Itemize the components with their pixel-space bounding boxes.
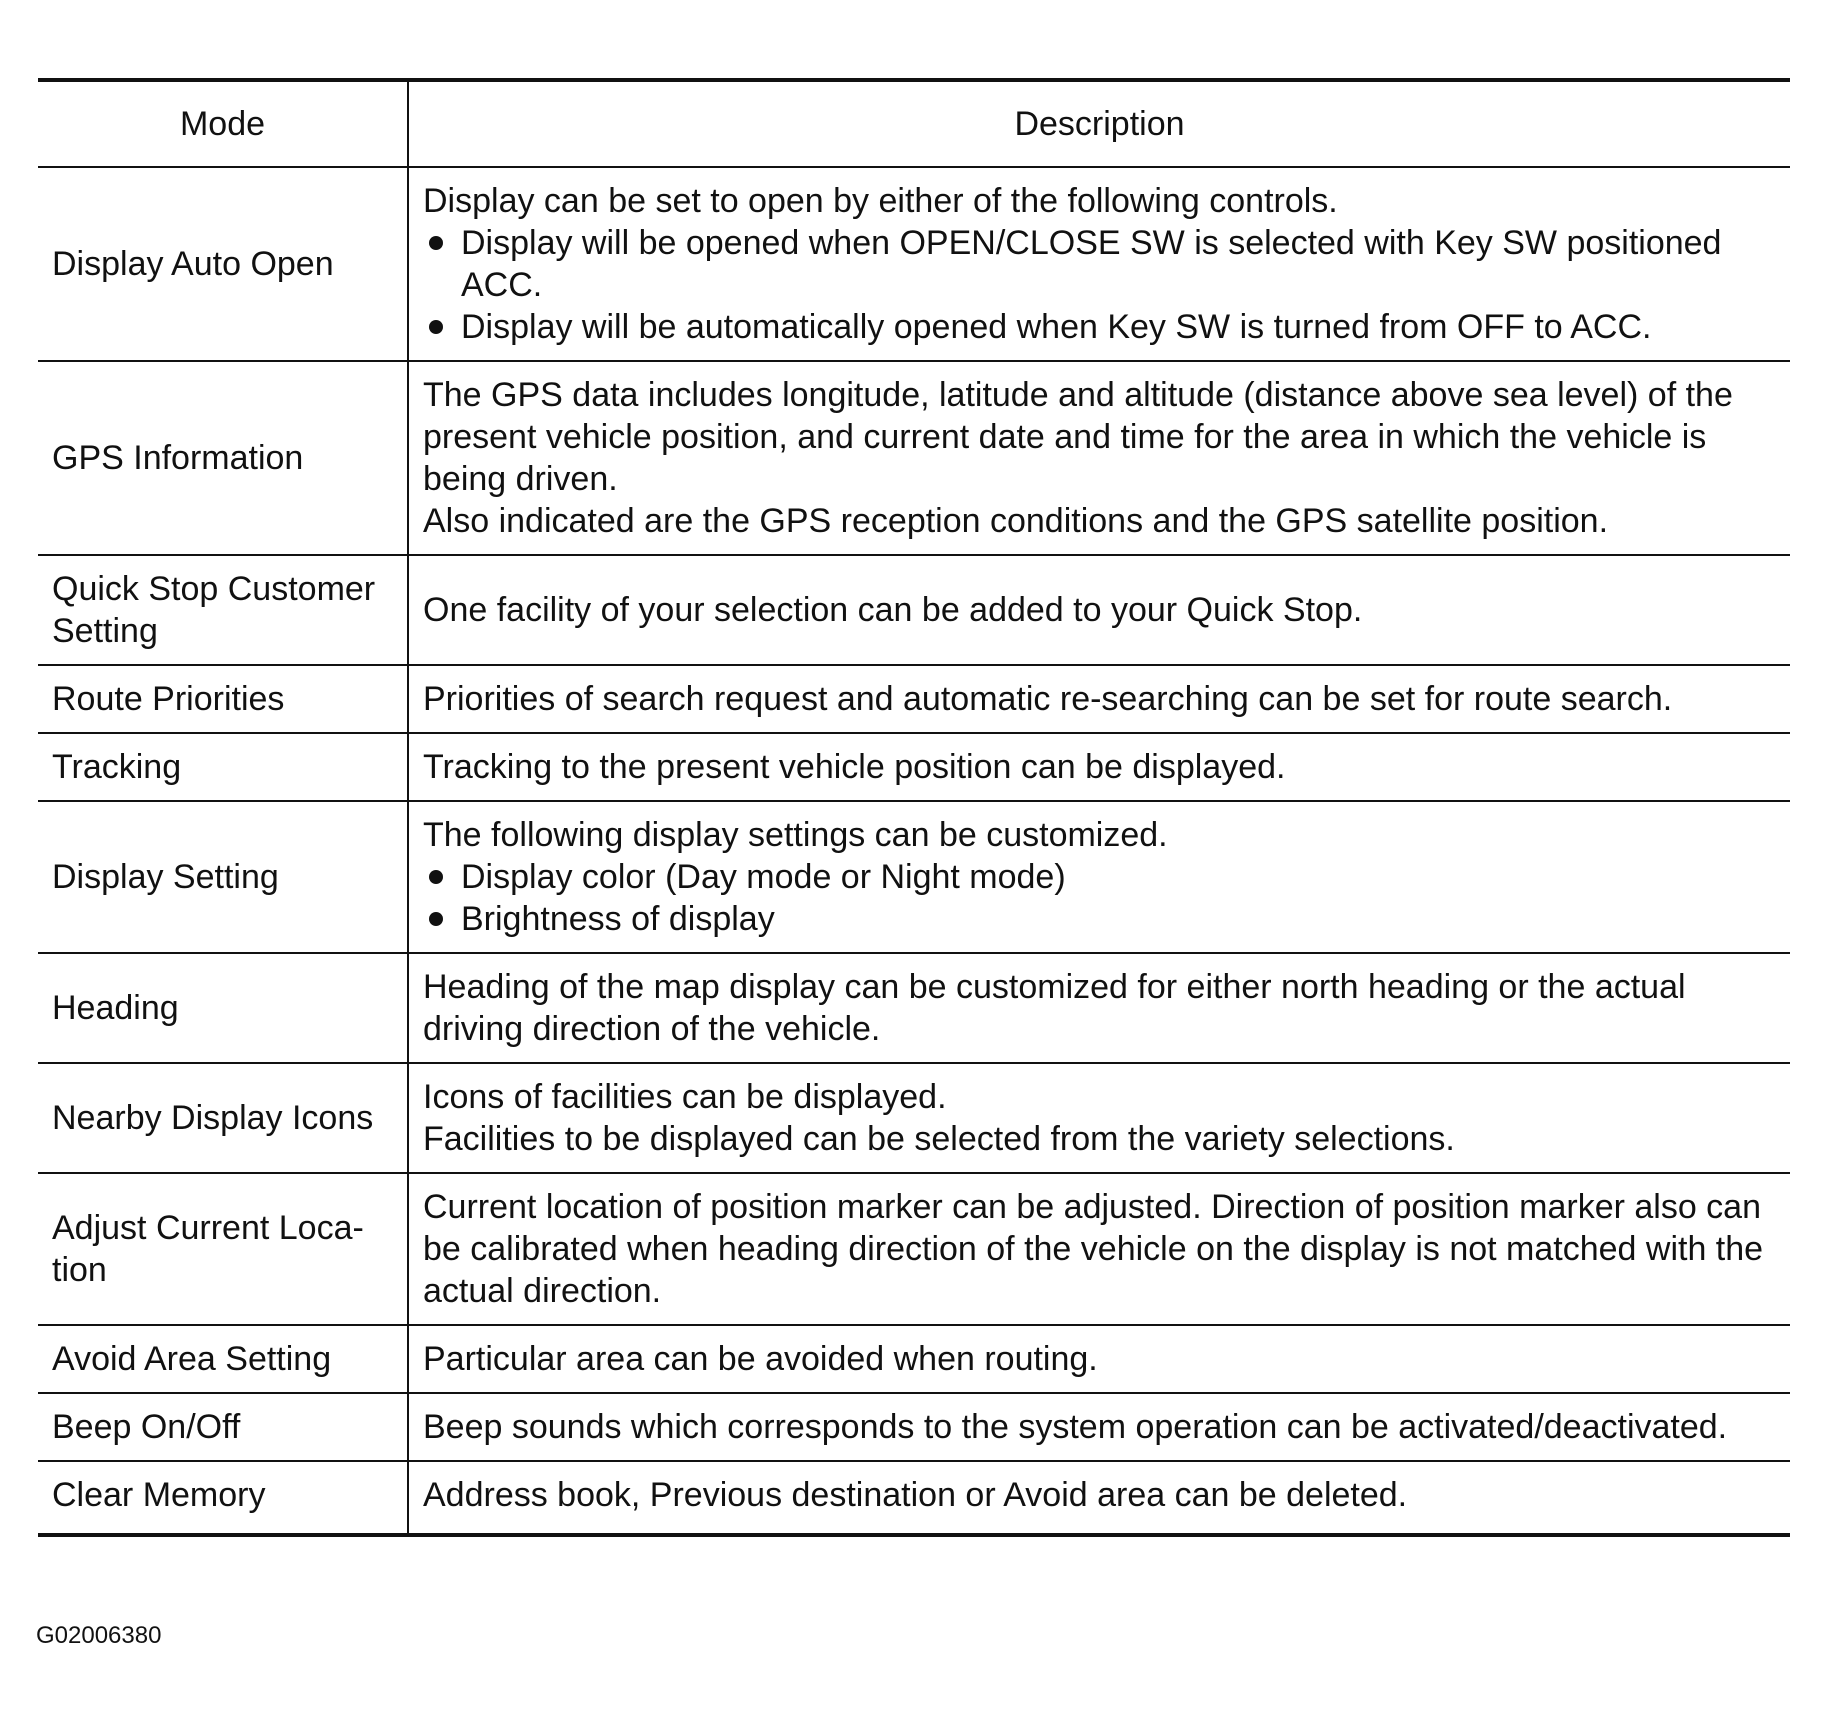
header-description: Description xyxy=(1014,105,1185,143)
mode-cell: Heading xyxy=(38,953,408,1063)
description-cell xyxy=(408,1063,1790,1173)
description-cell xyxy=(408,1393,1790,1461)
description-cell xyxy=(408,1173,1790,1325)
description-line: Also indicated are the GPS reception conditions and the GPS satellite position. xyxy=(423,502,1609,540)
description-line: One facility of your selection can be added to your Quick Stop. xyxy=(423,591,1363,629)
table-row xyxy=(38,953,1790,1063)
description-line: Current location of position marker can be adjusted. Direction of position marker also can be calibrated when heading direction of the vehicle on the display is not matched with the actual direction. xyxy=(423,1188,1764,1310)
mode-cell: Tracking xyxy=(38,733,408,801)
mode-cell: Avoid Area Setting xyxy=(38,1325,408,1393)
mode-cell: GPS Information xyxy=(38,361,408,555)
mode-cell: Clear Memory xyxy=(38,1461,408,1535)
mode-cell: Route Priorities xyxy=(38,665,408,733)
bullet-item: Display will be opened when OPEN/CLOSE SW is selected with Key SW positioned ACC. xyxy=(423,222,1782,306)
table-row xyxy=(38,733,1790,801)
table-row xyxy=(38,1393,1790,1461)
bullet-item: Display color (Day mode or Night mode) xyxy=(423,856,1782,898)
table-row xyxy=(38,1173,1790,1325)
description-line: The GPS data includes longitude, latitude and altitude (distance above sea level) of the present vehicle position, and current date and time for the area in which the vehicle is being driven. xyxy=(423,376,1733,498)
description-cell xyxy=(408,555,1790,665)
bullet-item: Brightness of display xyxy=(423,898,1782,940)
description-line: Facilities to be displayed can be selected from the variety selections. xyxy=(423,1120,1455,1158)
mode-cell: Display Auto Open xyxy=(38,167,408,361)
modes-table xyxy=(38,78,1790,1537)
table-body xyxy=(38,167,1790,1535)
header-mode: Mode xyxy=(38,80,408,167)
table-row xyxy=(38,167,1790,361)
table-row xyxy=(38,1063,1790,1173)
description-cell xyxy=(408,953,1790,1063)
figure-code: G02006380 xyxy=(36,1622,162,1649)
bullet-item: Display will be automatically opened when Key SW is turned from OFF to ACC. xyxy=(423,306,1782,348)
description-cell xyxy=(408,361,1790,555)
description-cell xyxy=(408,167,1790,361)
description-cell xyxy=(408,733,1790,801)
mode-cell: Display Setting xyxy=(38,801,408,953)
description-line: Icons of facilities can be displayed. xyxy=(423,1078,947,1116)
description-cell xyxy=(408,1325,1790,1393)
description-line: Priorities of search request and automatic re-searching can be set for route search. xyxy=(423,680,1673,718)
table-row xyxy=(38,1461,1790,1535)
description-line: Particular area can be avoided when routing. xyxy=(423,1340,1098,1378)
description-line: Beep sounds which corresponds to the system operation can be activated/deactivated. xyxy=(423,1408,1728,1446)
description-line: The following display settings can be customized. xyxy=(423,816,1168,854)
description-line: Tracking to the present vehicle position can be displayed. xyxy=(423,748,1286,786)
description-line: Display can be set to open by either of the following controls. xyxy=(423,182,1338,220)
table-row xyxy=(38,801,1790,953)
table-row xyxy=(38,555,1790,665)
description-cell xyxy=(408,665,1790,733)
mode-cell: Nearby Display Icons xyxy=(38,1063,408,1173)
table-row xyxy=(38,1325,1790,1393)
description-line: Heading of the map display can be customized for either north heading or the actual driving direction of the vehicle. xyxy=(423,968,1686,1048)
description-line: Address book, Previous destination or Avoid area can be deleted. xyxy=(423,1476,1408,1514)
description-cell xyxy=(408,1461,1790,1535)
table-header-row xyxy=(38,80,1790,167)
mode-cell: Adjust Current Loca-tion xyxy=(38,1173,408,1325)
description-cell xyxy=(408,801,1790,953)
table-row xyxy=(38,361,1790,555)
mode-cell: Beep On/Off xyxy=(38,1393,408,1461)
mode-cell: Quick Stop Customer Setting xyxy=(38,555,408,665)
table-row xyxy=(38,665,1790,733)
